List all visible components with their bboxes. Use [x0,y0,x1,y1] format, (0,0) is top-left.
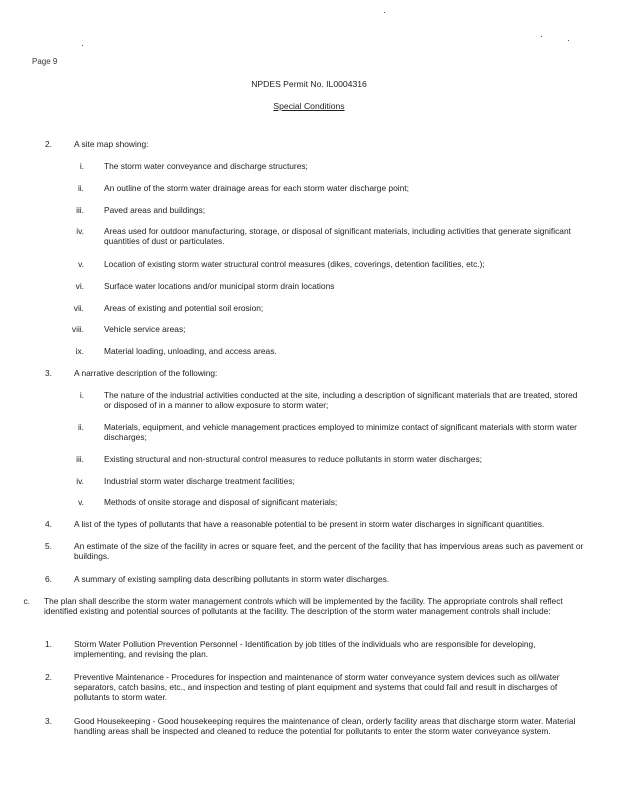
list-item-number: v. [78,497,84,507]
list-item-text: Areas used for outdoor manufacturing, storage, or disposal of significant materials, including activities that generate significant quantities of dust or particulates. [104,226,571,246]
list-item-number: viii. [71,324,84,334]
section-heading: Special Conditions [273,101,345,111]
list-item-number: i. [79,161,84,171]
list-item-text: A summary of existing sampling data describing pollutants in storm water discharges. [74,574,390,584]
scan-speck [384,12,385,13]
list-item-number: iv. [76,226,84,236]
list-item-text: Vehicle service areas; [104,324,186,334]
list-item-number: c. [23,596,30,606]
list-item-number: vii. [73,303,84,313]
list-item-number: 2. [45,672,52,682]
list-item-text: Preventive Maintenance - Procedures for inspection and maintenance of storm water conveyance system devices such as oil/water separators, catch basins, etc., and inspection and testing of plant equipment and systems that could fail and result in discharges of pollutants to storm water. [74,672,560,702]
list-item-number: 2. [45,139,52,149]
list-item-text: Material loading, unloading, and access areas. [104,346,277,356]
list-item-number: i. [79,390,84,400]
list-item-text: Industrial storm water discharge treatment facilities; [104,476,295,486]
list-item-text: An estimate of the size of the facility in acres or square feet, and the percent of the facility that has impervious areas such as pavement or buildings. [74,541,584,561]
list-item-number: 5. [45,541,52,551]
list-item-text: Areas of existing and potential soil erosion; [104,303,264,313]
list-item-text: Storm Water Pollution Prevention Personnel - Identification by job titles of the individuals who are responsible for developing, implementing, and revising the plan. [74,639,536,659]
permit-number-heading: NPDES Permit No. IL0004316 [251,79,367,89]
scan-speck [541,36,542,37]
list-item-number: iii. [76,454,84,464]
list-item-number: iv. [76,476,84,486]
list-item-text: Good Housekeeping - Good housekeeping requires the maintenance of clean, orderly facility areas that discharge storm water. Material handling areas shall be inspected and cleaned to reduce the potential for pollutants to enter the storm water conveyance system. [74,716,576,736]
list-item-text: Location of existing storm water structural control measures (dikes, coverings, detention facilities, etc.); [104,259,485,269]
list-item-number: 6. [45,574,52,584]
list-item-text: The nature of the industrial activities conducted at the site, including a description of significant materials that are treated, stored or disposed of in a manner to allow exposure to storm water; [104,390,578,410]
list-item-number: 1. [45,639,52,649]
scan-speck [568,40,569,41]
list-item-text: An outline of the storm water drainage areas for each storm water discharge point; [104,183,409,193]
list-item-text: A narrative description of the following: [74,368,218,378]
list-item-text: Existing structural and non-structural control measures to reduce pollutants in storm water discharges; [104,454,482,464]
list-item-text: Paved areas and buildings; [104,205,206,215]
list-item-number: 3. [45,716,52,726]
list-item-text: A site map showing: [74,139,149,149]
list-item-number: 3. [45,368,52,378]
list-item-number: v. [78,259,84,269]
list-item-number: ix. [75,346,84,356]
list-item-number: iii. [76,205,84,215]
list-item-text: A list of the types of pollutants that have a reasonable potential to be present in storm water discharges in significant quantities. [74,519,545,529]
scan-speck [82,45,83,46]
list-item-number: 4. [45,519,52,529]
list-item-text: The storm water conveyance and discharge structures; [104,161,308,171]
list-item-text: The plan shall describe the storm water management controls which will be implemented by the facility. The appropriate controls shall reflect identified existing and potential sources of pollutants at the facility. The description of the storm water management controls shall include: [44,596,563,616]
list-item-text: Methods of onsite storage and disposal of significant materials; [104,497,338,507]
list-item-text: Surface water locations and/or municipal storm drain locations [104,281,335,291]
list-item-number: vi. [75,281,84,291]
list-item-number: ii. [77,422,84,432]
list-item-text: Materials, equipment, and vehicle management practices employed to minimize contact of significant materials with storm water discharges; [104,422,577,442]
list-item-number: ii. [77,183,84,193]
page-number: Page 9 [32,57,58,66]
